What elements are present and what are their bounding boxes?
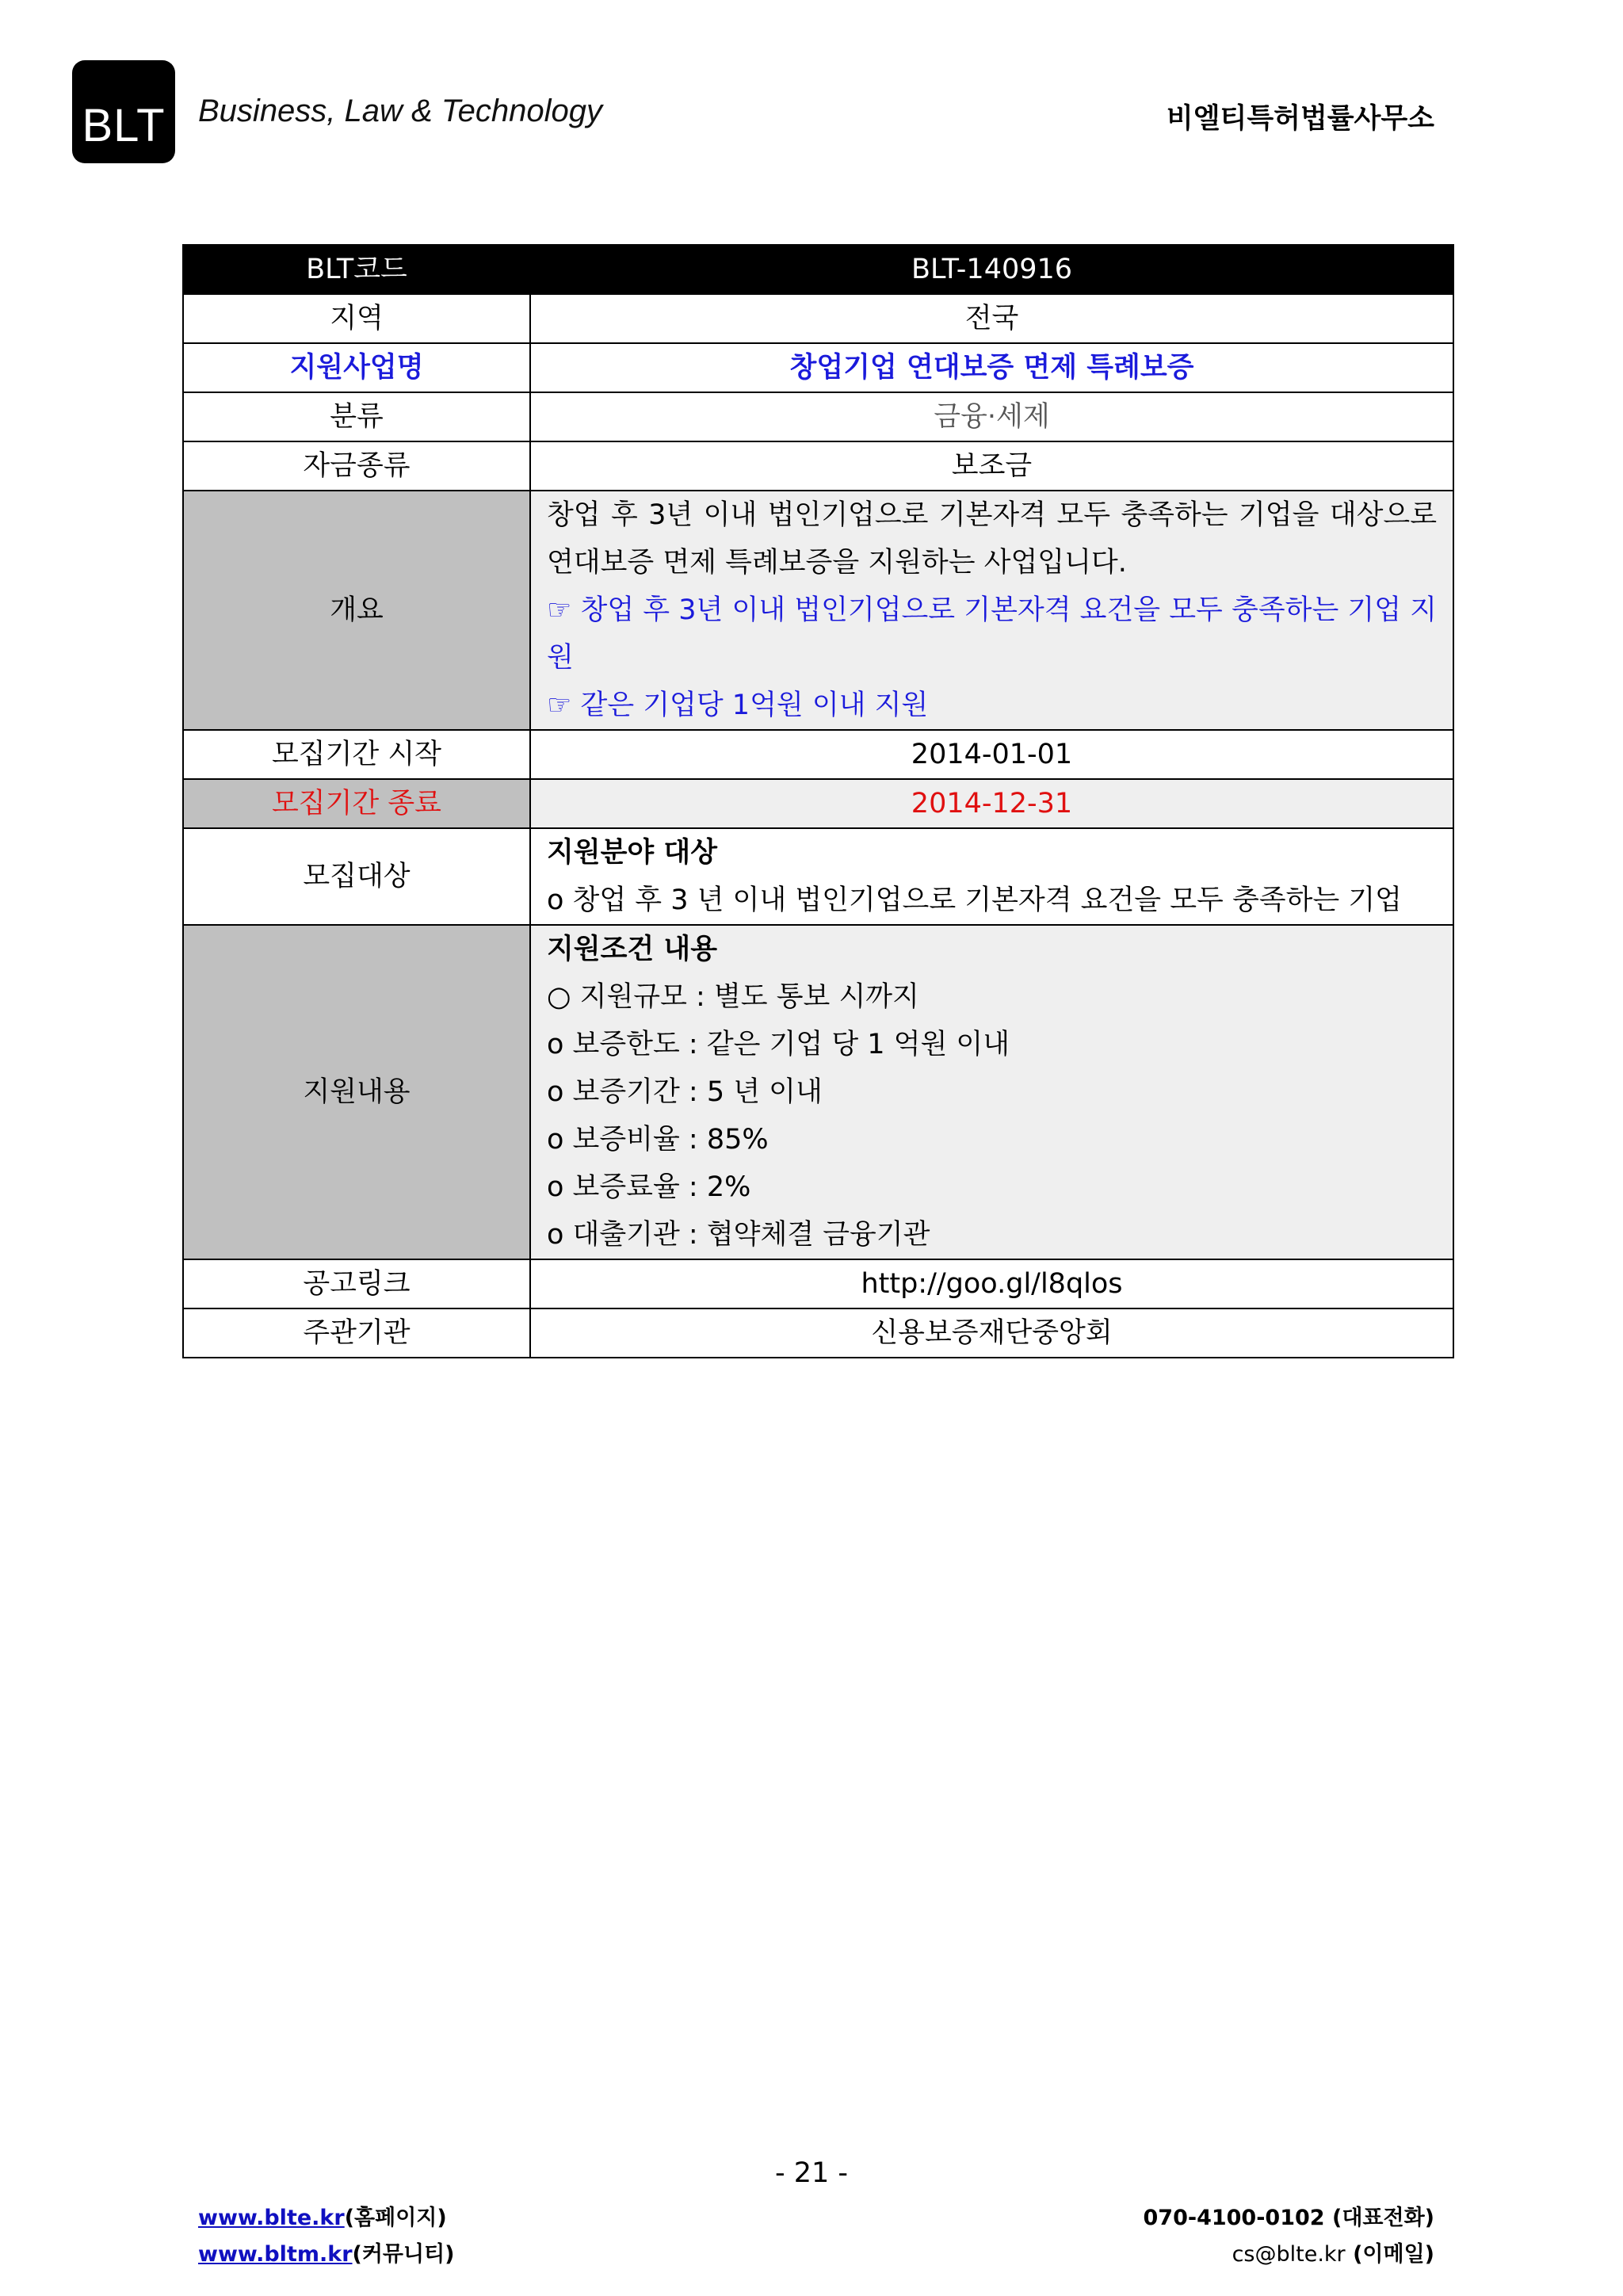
label-code: BLT코드 (183, 245, 530, 294)
overview-text: 창업 후 3년 이내 법인기업으로 기본자격 모두 충족하는 기업을 대상으로 연대보증 면제 특례보증을 지원하는 사업입니다. (547, 499, 1437, 579)
value-link[interactable]: http://goo.gl/l8qlos (530, 1259, 1453, 1308)
table-row-fund-type (183, 441, 1453, 491)
value-agency: 신용보증재단중앙회 (530, 1308, 1453, 1358)
target-item-1: o 창업 후 3 년 이내 법인기업으로 기본자격 요건을 모두 충족하는 기업 (547, 884, 1402, 916)
label-fund-type: 자금종류 (183, 441, 530, 491)
value-overview (530, 491, 1453, 730)
value-content (530, 925, 1453, 1259)
community-link[interactable]: www.bltm.kr (198, 2242, 353, 2267)
homepage-label: (홈페이지) (344, 2206, 447, 2230)
table-row-link (183, 1259, 1453, 1308)
table-row-code (183, 245, 1453, 294)
value-target (530, 828, 1453, 925)
community-label: (커뮤니티) (352, 2242, 455, 2267)
label-category: 분류 (183, 392, 530, 441)
content-item-3: o 보증기간 : 5 년 이내 (547, 1076, 823, 1108)
value-end: 2014-12-31 (530, 779, 1453, 828)
logo-text: BLT (82, 100, 166, 151)
content-item-4: o 보증비율 : 85% (547, 1124, 769, 1156)
footer-community (198, 2237, 455, 2267)
label-link: 공고링크 (183, 1259, 530, 1308)
value-region: 전국 (530, 294, 1453, 343)
label-overview: 개요 (183, 491, 530, 730)
value-start: 2014-01-01 (530, 730, 1453, 779)
label-target: 모집대상 (183, 828, 530, 925)
overview-bullet-2: ☞ 같은 기업당 1억원 이내 지원 (547, 690, 929, 721)
firm-name: 비엘티특허법률사무소 (1166, 103, 1434, 135)
program-info-table (182, 244, 1454, 1358)
phone-label: (대표전화) (1331, 2206, 1434, 2230)
table-row-start (183, 730, 1453, 779)
blt-logo (72, 60, 175, 163)
email-label: (이메일) (1353, 2242, 1434, 2267)
footer-phone (1144, 2200, 1435, 2231)
table-row-category (183, 392, 1453, 441)
content-item-1: ○ 지원규모 : 별도 통보 시까지 (547, 981, 919, 1013)
content-item-5: o 보증료율 : 2% (547, 1171, 751, 1203)
label-agency: 주관기관 (183, 1308, 530, 1358)
label-region: 지역 (183, 294, 530, 343)
tagline: Business, Law & Technology (198, 94, 602, 128)
phone-number: 070-4100-0102 (1143, 2206, 1325, 2230)
content-item-6: o 대출기관 : 협약체결 금융기관 (547, 1219, 930, 1251)
overview-bullet-1: ☞ 창업 후 3년 이내 법인기업으로 기본자격 요건을 모두 충족하는 기업 지원 (547, 594, 1437, 674)
table-row-content (183, 925, 1453, 1259)
page-number: - 21 - (774, 2157, 849, 2189)
homepage-link[interactable]: www.blte.kr (198, 2206, 345, 2230)
table-row-region (183, 294, 1453, 343)
label-start: 모집기간 시작 (183, 730, 530, 779)
label-program: 지원사업명 (183, 343, 530, 392)
table-row-overview (183, 491, 1453, 730)
email-address[interactable]: cs@blte.kr (1232, 2242, 1346, 2267)
footer-email (1232, 2237, 1434, 2267)
content-heading: 지원조건 내용 (547, 934, 718, 965)
value-program: 창업기업 연대보증 면제 특례보증 (530, 343, 1453, 392)
content-item-2: o 보증한도 : 같은 기업 당 1 억원 이내 (547, 1029, 1010, 1060)
table-row-end (183, 779, 1453, 828)
value-fund-type: 보조금 (530, 441, 1453, 491)
footer-homepage (198, 2200, 447, 2231)
table-row-agency (183, 1308, 1453, 1358)
value-code: BLT-140916 (530, 245, 1453, 294)
table-row-program (183, 343, 1453, 392)
label-content: 지원내용 (183, 925, 530, 1259)
value-category: 금융·세제 (530, 392, 1453, 441)
target-heading: 지원분야 대상 (547, 837, 718, 869)
table-row-target (183, 828, 1453, 925)
label-end: 모집기간 종료 (183, 779, 530, 828)
